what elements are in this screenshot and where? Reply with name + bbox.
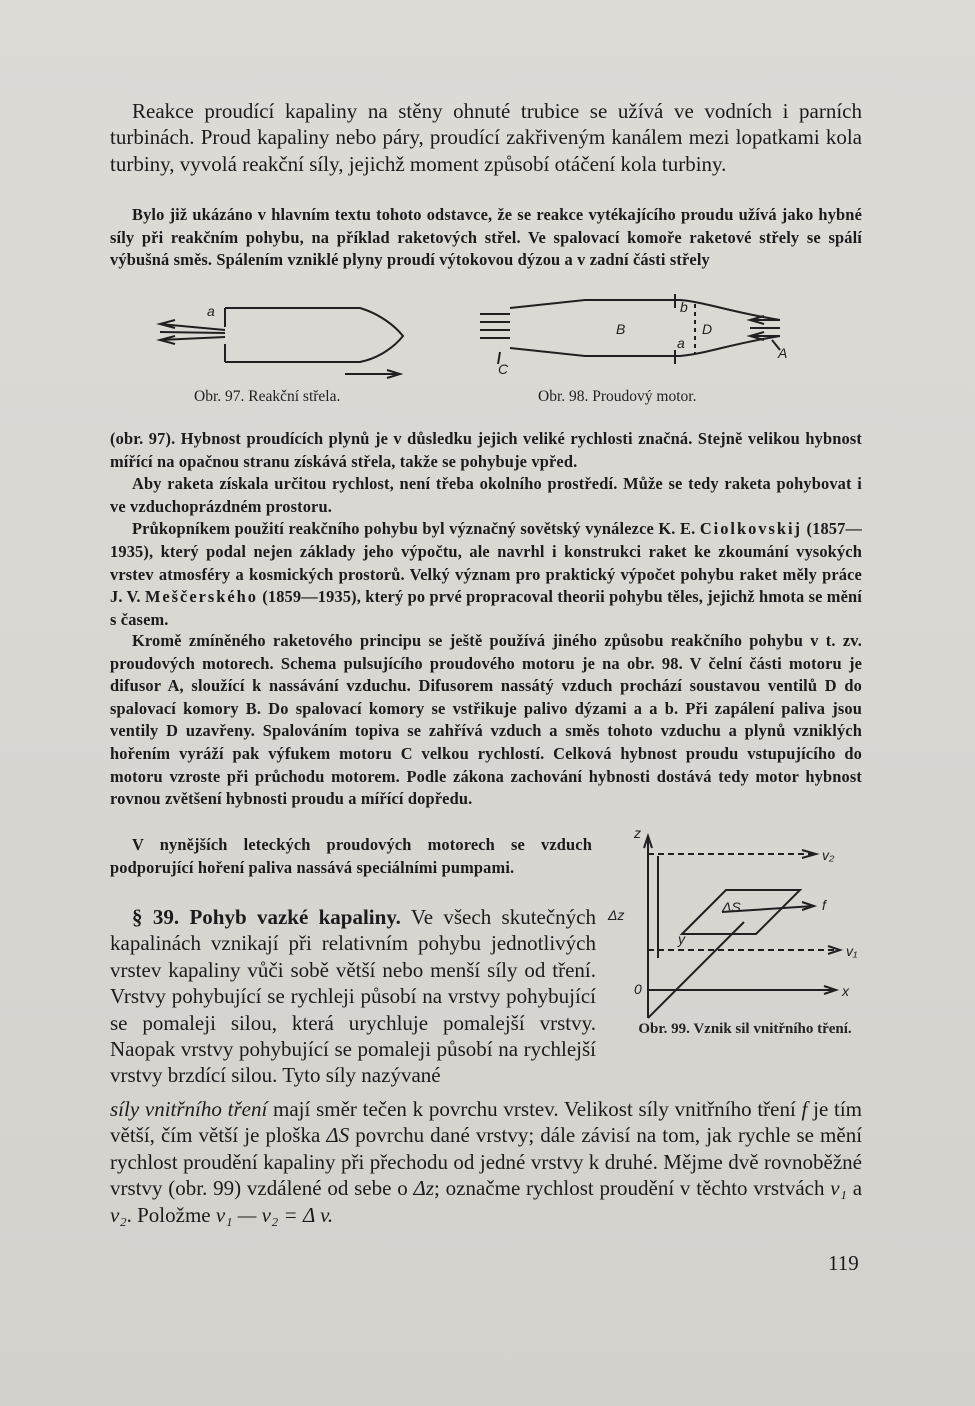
name-ciolkovskij: Ciolkovskij (699, 519, 802, 539)
figure-97-rocket (155, 292, 415, 382)
small-text-block (110, 428, 862, 631)
text-pioneers-b: (1857—1935), který podal nejen základy jeho výpočtu, ale navrhl i konstrukci raket ke zkoumání vysokých vrstev atmosféry a kosmických prostorů. Velký význam pro praktický výpočet pohybu raket měly práce J. V. (110, 519, 863, 607)
text-turbine: Reakce proudící kapaliny na stěny ohnuté trubice se užívá ve vodních i parních turbinách. Proud kapaliny nebo páry, proudící zakřiveným kanálem mezi lopatkami kola turbiny, vyvolá reakční síly, jejichž moment způsobí otáčení kola turbiny. (110, 99, 862, 176)
caption-fig97: Obr. 97. Reakční střela. (194, 388, 341, 405)
section-number: § 39. (132, 905, 180, 929)
paragraph-turbine (110, 98, 862, 177)
fig99-label-dz: Δz (608, 907, 625, 923)
text-vacuum: Aby raketa získala určitou rychlost, není třeba okolního prostředí. Může se tedy raketa pohybovat i ve vzduchoprázdném prostoru. (110, 474, 862, 516)
fig99-label-v2: v₂ (822, 847, 835, 863)
fig99-label-0: 0 (634, 981, 642, 997)
text-momentum: (obr. 97). Hybnost proudících plynů je v důsledku jejich veliké rychlosti značná. Stejně velikou hybnost mířící na opačnou stranu získává střela, takže se pohybuje vpřed. (110, 429, 862, 471)
label-D: D (702, 321, 713, 337)
page-number: 119 (828, 1251, 859, 1275)
engine-upper-contour (510, 300, 780, 320)
section-39-continuation (110, 1096, 862, 1228)
fig99-label-z: z (634, 825, 641, 841)
word-and: a (852, 1176, 863, 1201)
section-body-4: povrchu dané vrstvy; dále závisí na tom, jak rychle se mění rychlost proudění kapaliny při přechodu od jedné vrstvy k druhé. Mějme dvě rovnoběžné vrstvy (obr. 99) vzdálené od sebe o (110, 1123, 863, 1201)
engine-lower-contour (510, 336, 780, 356)
exhaust-line-2 (160, 332, 225, 333)
text-rocket-intro: Bylo již ukázáno v hlavním textu tohoto odstavce, že se reakce vytékajícího proudu užívá jako hybné síly při reakčním pohybu, na příklad raketových střel. Ve spalovací komoře raketové střely se spálí výbušná směs. Spálením vzniklé plyny proudí výtokovou dýzou a v zadní části střely (110, 205, 862, 270)
equation-dv: v₁ — v₂ = Δ v. (215, 1202, 334, 1227)
fig99-label-x: x (842, 983, 849, 999)
figure-99-viscosity (604, 818, 858, 1028)
figure-98-jet-engine (470, 290, 810, 380)
text-pioneers-a: Průkopníkem použití reakčního pohybu byl význačný sovětský vynálezce K. E. (132, 519, 696, 539)
small-text-pumps (110, 834, 592, 879)
label-B: B (616, 321, 626, 337)
section-body-6: . Položme (126, 1202, 211, 1227)
rocket-body (225, 308, 403, 362)
section-body-5: ; označme rychlost proudění v těchto vrstvách (434, 1176, 825, 1201)
paragraph-rocket-intro (110, 204, 862, 272)
fig99-label-dS: ΔS (722, 899, 741, 915)
label-A: A (778, 345, 788, 361)
fig99-label-v1: v₁ (846, 943, 858, 959)
section-body-2: mají směr tečen k povrchu vrstev. Velikost síly vnitřního tření (273, 1097, 796, 1121)
text-jet-engine: Kromě zmíněného raketového principu se ještě používá jiného způsobu reakčního pohybu v t. zv. proudových motorech. Schema pulsujícího proudového motoru je na obr. 98. V čelní části motoru je difusor A, sloužící k nassávání vzduchu. Difusorem nassátý vzduch prochází soustavou ventilů D do spalovací komory B. Do spalovací komory se vstřikuje palivo dýzami a a b. Při zapálení paliva jsou ventily D uzavřeny. Spalováním topiva se zahřívá vzduch a směs tohoto vzduchu a plynů vzniklých hořením vyráží pak výfukem motoru C velkou rychlostí. Celková hybnost proudu vstupujícího do motoru vzroste při průchodu motorem. Podle zákona zachování hybnosti dostává tedy motor hybnost rovnou zvětšení hybnosti proudu a mířící dopředu. (110, 631, 862, 809)
section-body-1: Ve všech skutečných kapalinách vznikají při relativním pohybu jednotlivých vrstev kapaliny vůči sobě větší nebo menší síly od tření. Vrstvy pohybující se rychleji působí na vrstvy pohybující se pomaleji silou, která urychluje pomalejší vrstvy. Naopak vrstvy pohybující se pomaleji působí na rychlejší vrstvy brzdící silou. Tyto síly nazývané (110, 905, 597, 1088)
caption-fig99: Obr. 99. Vznik sil vnitřního tření. (638, 1021, 852, 1037)
symbol-v1: v₁ (830, 1176, 847, 1201)
axis-y (648, 922, 744, 1018)
label-a98: a (677, 335, 685, 351)
text-pioneers (110, 518, 862, 631)
text-pumps: V nynějších leteckých proudových motorech se vzduch podporující hoření paliva nassává speciálními pumpami. (110, 835, 592, 877)
small-text-jet (110, 630, 862, 811)
section-title: Pohyb vazké kapaliny. (189, 905, 401, 929)
symbol-v2: v₂ (110, 1202, 127, 1227)
section-body-3: je tím větší, čím větší je ploška (110, 1097, 863, 1148)
caption-fig98: Obr. 98. Proudový motor. (538, 388, 697, 405)
fig99-label-y: y (678, 931, 685, 947)
section-39-wrapped (110, 904, 596, 1089)
section-39-full (110, 1096, 862, 1228)
plate-dS (682, 890, 800, 934)
text-pioneers-c: (1859—1935), který po prvé propracoval theorii pohybu těles, jejichž hmota se mění s časem. (110, 587, 863, 629)
name-mescersky: Meščerského (144, 587, 258, 607)
label-a: a (207, 303, 215, 319)
fig99-label-f: f (822, 897, 826, 913)
label-b: b (680, 299, 688, 315)
section-39-intro (110, 904, 596, 1089)
symbol-dS: ΔS (326, 1123, 350, 1148)
label-C: C (498, 361, 509, 377)
symbol-dz: Δz (413, 1176, 435, 1201)
term-internal-friction: síly vnitřního tření (110, 1097, 268, 1121)
symbol-f: f (801, 1097, 808, 1121)
